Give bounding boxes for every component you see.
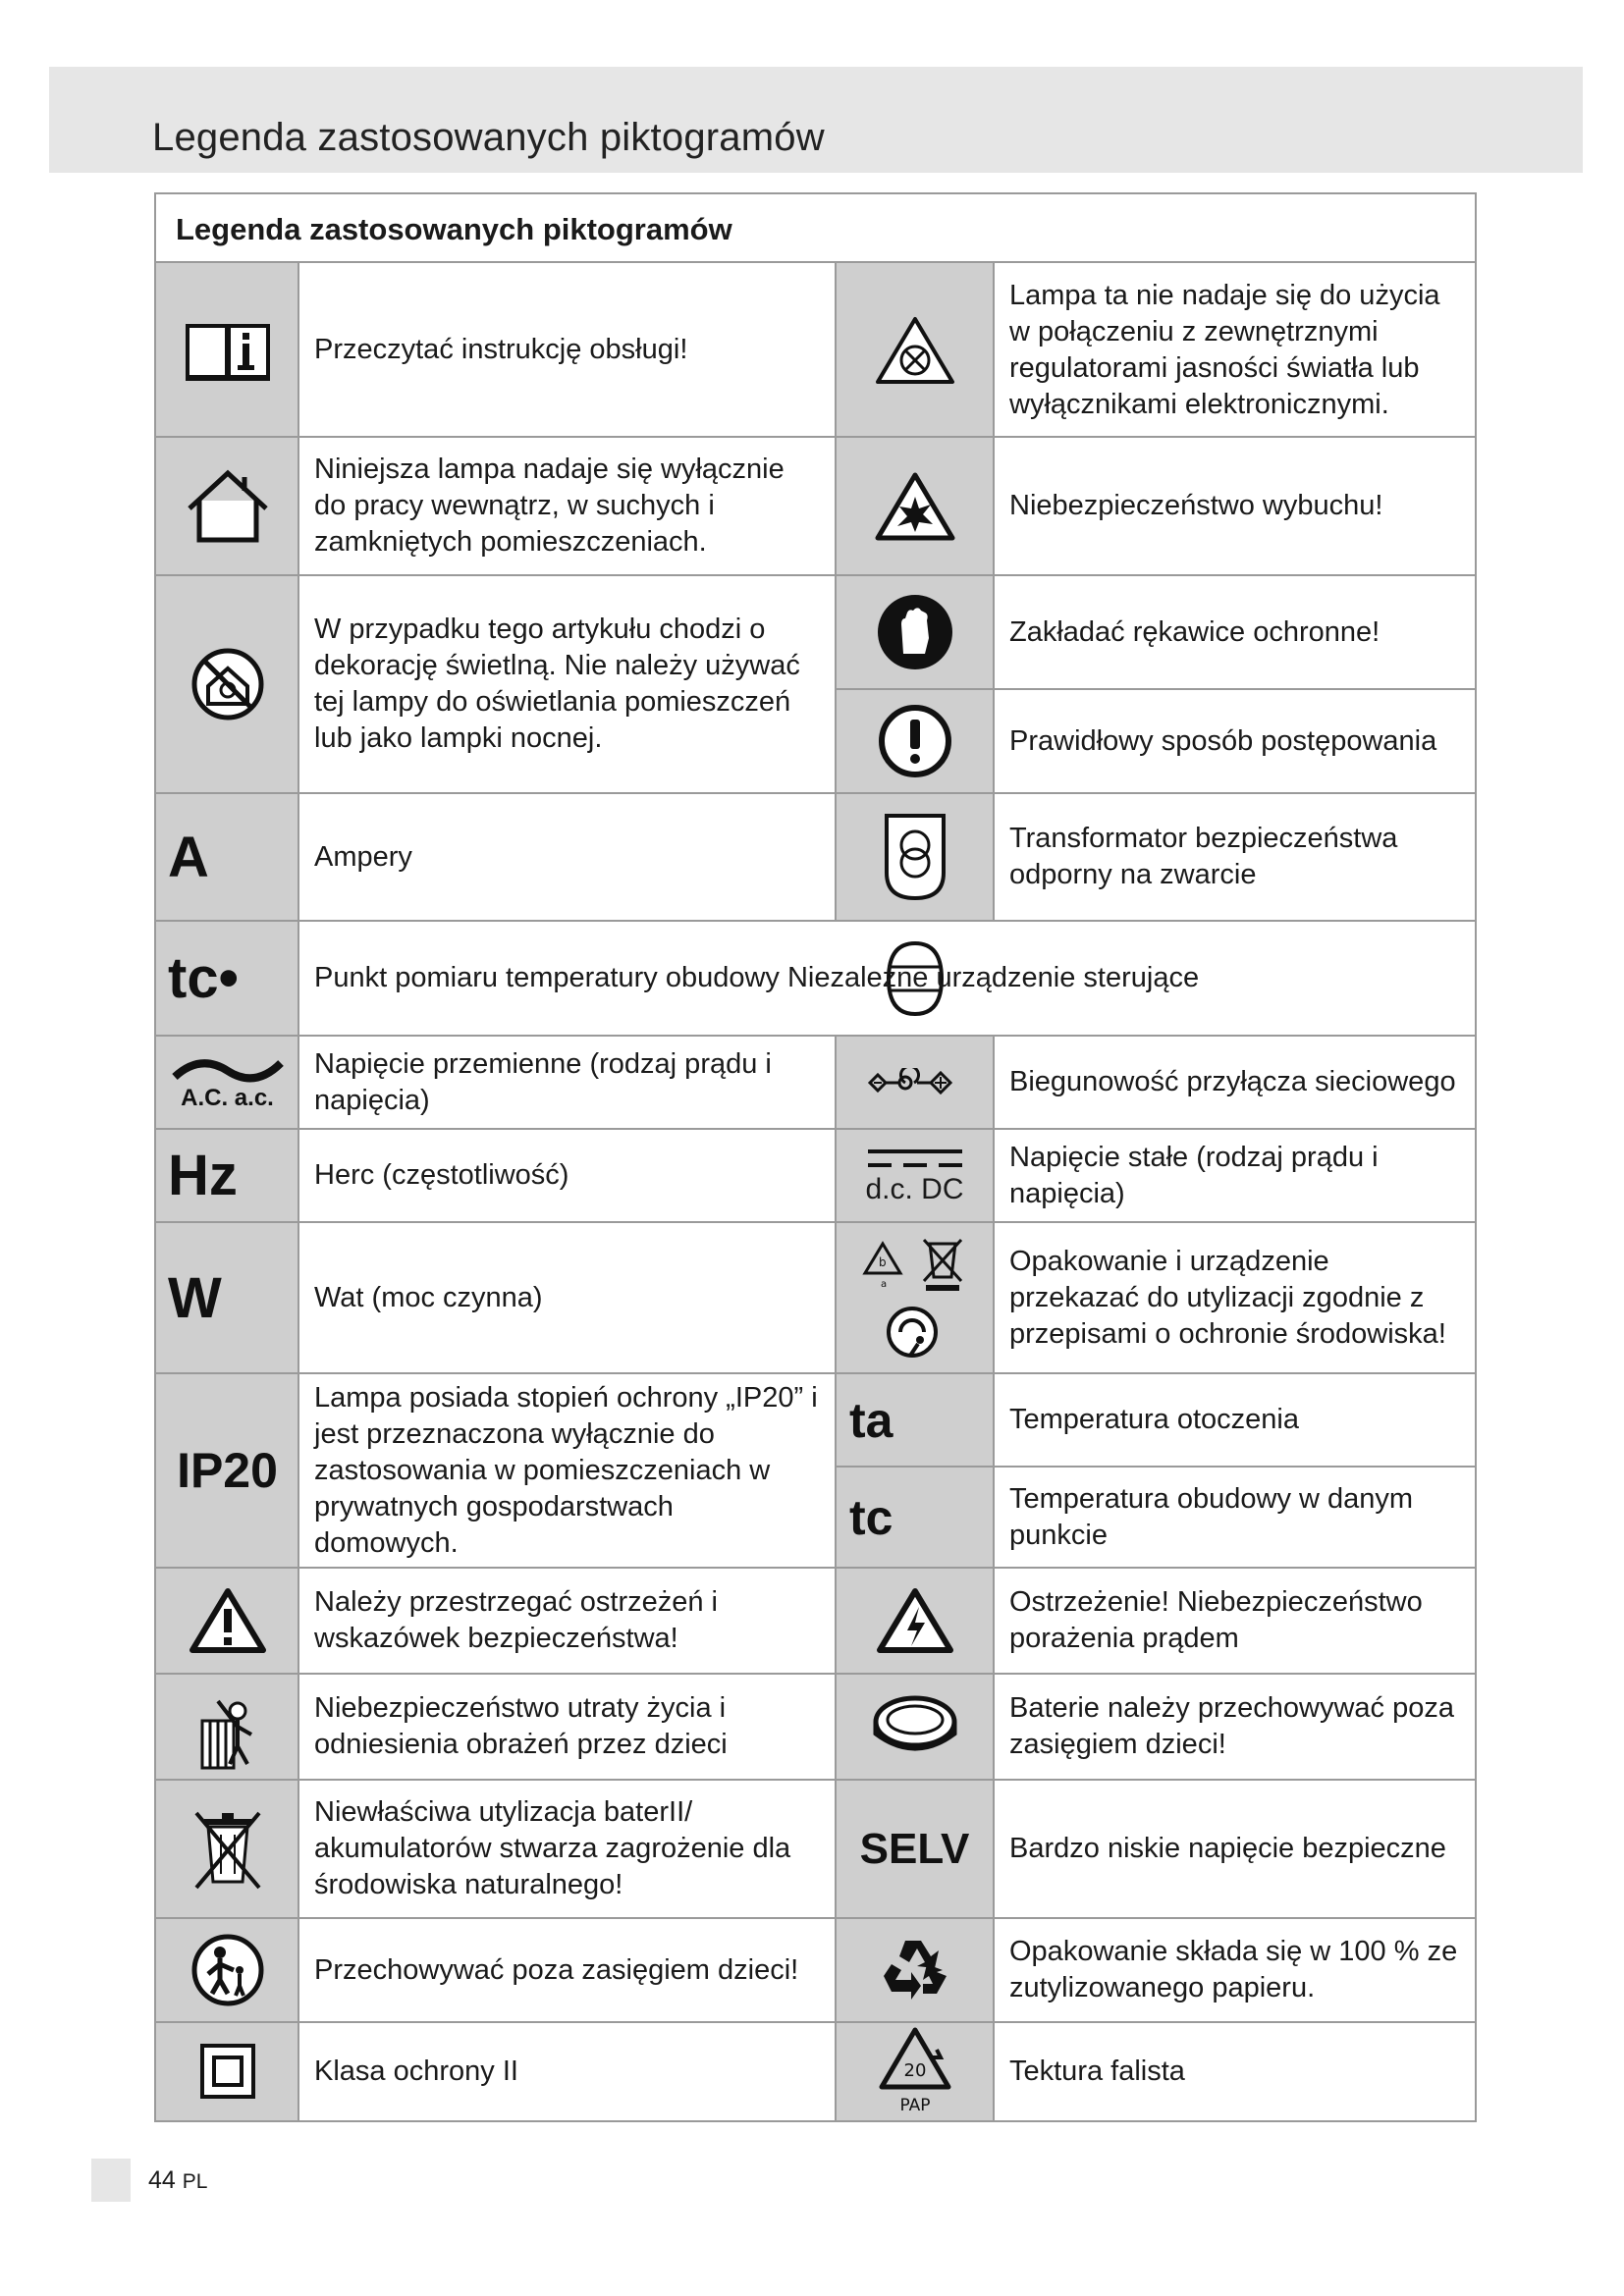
legend-icon-cell	[156, 1222, 298, 1373]
watt-icon: W	[168, 1265, 222, 1330]
legend-icon-cell	[156, 793, 298, 921]
legend-icon-cell	[156, 1568, 298, 1674]
legend-text: Klasa ochrony II	[314, 2055, 518, 2087]
legend-text: Transformator bezpieczeństwa odporny na zwarcie	[1009, 823, 1398, 890]
grid-line	[993, 263, 995, 921]
hertz-icon: Hz	[168, 1144, 238, 1207]
legend-text: Opakowanie i urządzenie przekazać do utylizacji zgodnie z przepisami o ochronie środowiska!	[1009, 1245, 1446, 1350]
legend-text: Lampa posiada stopień ochrony „IP20” i jest przeznaczona wyłącznie do zastosowania w pomieszczeniach w prywatnych gospodarstwach domowych.	[314, 1381, 818, 1559]
grid-line	[298, 263, 299, 2120]
page-title: Legenda zastosowanych piktogramów	[152, 116, 825, 159]
crossed-bin-icon	[189, 1805, 267, 1894]
warning-triangle-icon	[189, 1585, 267, 1656]
legend-icon-cell	[836, 1373, 994, 1467]
child-danger-icon	[189, 1682, 267, 1772]
pap-number: 20	[903, 2060, 926, 2081]
pictogram-legend-table	[154, 192, 1477, 2122]
legend-icon-cell	[836, 437, 994, 575]
tc-icon: tc	[849, 1489, 893, 1545]
legend-text: Ostrzeżenie! Niebezpieczeństwo porażenia prądem	[1009, 1586, 1423, 1654]
tc-point-icon: tc•	[168, 946, 239, 1010]
keep-away-children-icon	[189, 1931, 267, 2009]
gloves-icon	[874, 591, 956, 673]
legend-text: Prawidłowy sposób postępowania	[1009, 724, 1437, 757]
grid-line	[156, 1372, 1475, 1374]
legend-text: Biegunowość przyłącza sieciowego	[1009, 1066, 1456, 1097]
legend-icon-cell	[836, 689, 994, 793]
exclamation-circle-icon	[876, 702, 954, 780]
legend-icon-cell	[156, 1036, 298, 1129]
legend-icon-cell	[836, 793, 994, 921]
legend-text: Punkt pomiaru temperatury obudowy Niezależne urządzenie sterujące	[314, 962, 1200, 993]
read-manual-icon	[184, 316, 272, 385]
page-marker	[91, 2159, 131, 2202]
legend-text: Niniejsza lampa nadaje się wyłącznie do pracy wewnątrz, w suchych i zamkniętych pomieszczeniach.	[314, 454, 785, 558]
legend-icon-cell	[836, 1780, 994, 1918]
explosion-icon	[874, 469, 956, 544]
grid-line	[156, 1917, 1475, 1919]
recycling-disposal-icon	[861, 1234, 969, 1362]
direct-current-icon	[866, 1146, 964, 1173]
grid-line	[156, 1779, 1475, 1781]
legend-icon-cell	[156, 1373, 298, 1568]
grid-line	[835, 263, 837, 921]
grid-line	[156, 1035, 1475, 1037]
legend-text: Temperatura obudowy w danym punkcie	[1009, 1482, 1414, 1551]
grid-line	[156, 2021, 1475, 2023]
recycle-code-a: a	[880, 1279, 887, 1290]
legend-icon-cell	[836, 1129, 994, 1222]
legend-icon-cell	[156, 921, 298, 1036]
ac-label: A.C. a.c.	[181, 1084, 274, 1111]
legend-text: Temperatura otoczenia	[1009, 1404, 1299, 1435]
grid-line	[156, 1673, 1475, 1675]
legend-text: Niebezpieczeństwo wybuchu!	[1009, 490, 1383, 521]
legend-icon-cell	[156, 1674, 298, 1780]
legend-heading: Legenda zastosowanych piktogramów	[156, 194, 1475, 263]
page-number: 44	[148, 2166, 176, 2194]
legend-text: Zakładać rękawice ochronne!	[1009, 615, 1380, 648]
grid-line	[836, 1466, 1475, 1468]
ip20-icon: IP20	[177, 1443, 278, 1498]
house-icon	[184, 467, 272, 546]
legend-icon-cell	[836, 1918, 994, 2022]
legend-text: Baterie należy przechowywać poza zasięgiem dzieci!	[1009, 1692, 1454, 1760]
grid-line	[156, 1567, 1475, 1569]
grid-line	[836, 688, 1475, 690]
legend-icon-cell	[836, 575, 994, 689]
legend-text: Napięcie przemienne (rodzaj prądu i napięcia)	[314, 1047, 772, 1116]
legend-text: Niebezpieczeństwo utraty życia i odniesienia obrażeń przez dzieci	[314, 1692, 728, 1760]
recycle-arrows-icon	[876, 1933, 954, 2007]
ta-icon: ta	[849, 1392, 893, 1448]
legend-text: Opakowanie składa się w 100 % ze zutylizowanego papieru.	[1009, 1936, 1458, 2003]
button-battery-icon	[870, 1692, 960, 1761]
page-footer	[148, 2166, 207, 2195]
grid-line	[156, 436, 1475, 438]
selv-icon: SELV	[859, 1824, 970, 1873]
grid-line	[156, 920, 1475, 922]
alternating-current-icon	[171, 1053, 285, 1089]
page-language: PL	[182, 2170, 208, 2193]
grid-line	[156, 792, 1475, 794]
legend-text: Ampery	[314, 840, 412, 873]
pap-20-icon	[876, 2024, 954, 2118]
legend-text: Przechowywać poza zasięgiem dzieci!	[314, 1953, 799, 1986]
legend-icon-cell	[836, 1467, 994, 1568]
legend-icon-cell	[156, 1918, 298, 2022]
legend-text: Herc (częstotliwość)	[314, 1159, 569, 1191]
recycle-code-b: b	[878, 1255, 887, 1269]
legend-text: Bardzo niskie napięcie bezpieczne	[1009, 1833, 1446, 1864]
legend-icon-cell	[836, 1222, 994, 1373]
polarity-icon	[866, 1068, 964, 1097]
legend-text: Należy przestrzegać ostrzeżeń i wskazówek bezpieczeństwa!	[314, 1586, 718, 1654]
legend-icon-cell	[836, 1036, 994, 1129]
protection-class-ii-icon	[198, 2042, 257, 2101]
legend-icon-cell	[836, 1674, 994, 1780]
legend-icon-cell	[156, 575, 298, 793]
legend-text: Tektura falista	[1009, 2055, 1185, 2087]
legend-icon-cell	[156, 437, 298, 575]
dc-label: d.c. DC	[865, 1172, 964, 1205]
legend-text: Przeczytać instrukcję obsługi!	[314, 334, 688, 365]
pap-label: PAP	[898, 2096, 931, 2115]
no-dimmer-icon	[874, 313, 956, 388]
no-room-lighting-icon	[189, 645, 267, 723]
legend-icon-cell	[156, 263, 298, 437]
transformer-icon	[881, 810, 949, 904]
grid-line	[156, 1128, 1475, 1130]
ampere-icon: A	[168, 825, 209, 889]
legend-text: Napięcie stałe (rodzaj prądu i napięcia)	[1009, 1141, 1379, 1209]
grid-line	[835, 1036, 837, 2120]
legend-icon-cell	[836, 1568, 994, 1674]
legend-icon-cell	[836, 2022, 994, 2120]
legend-icon-cell	[836, 263, 994, 437]
legend-text: W przypadku tego artykułu chodzi o dekorację świetlną. Nie należy używać tej lampy do oświetlania pomieszczeń lub jako lampki nocnej.	[314, 614, 800, 754]
legend-text: Wat (moc czynna)	[314, 1281, 543, 1313]
legend-icon-cell	[156, 1780, 298, 1918]
grid-line	[156, 1221, 1475, 1223]
legend-icon-cell	[156, 2022, 298, 2120]
legend-text: Lampa ta nie nadaje się do użycia w połączeniu z zewnętrznymi regulatorami jasności światła lub wyłącznikami elektronicznymi.	[1009, 279, 1440, 420]
electric-shock-icon	[876, 1585, 954, 1656]
grid-line	[993, 1036, 995, 2120]
legend-text: Niewłaściwa utylizacja baterII/ akumulatorów stwarza zagrożenie dla środowiska naturalnego!	[314, 1796, 791, 1900]
grid-line	[156, 574, 1475, 576]
legend-icon-cell	[156, 1129, 298, 1222]
